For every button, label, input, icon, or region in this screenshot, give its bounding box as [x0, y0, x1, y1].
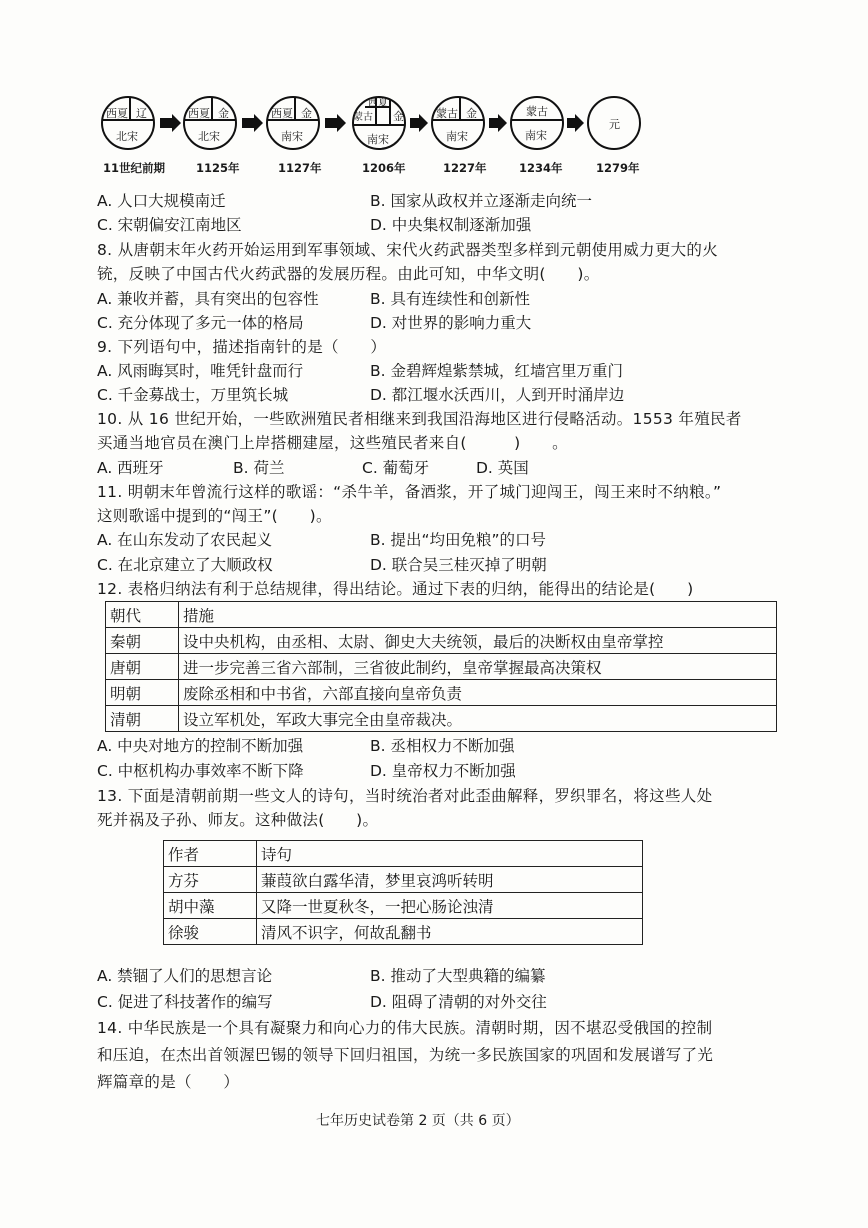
q12-option-a[interactable]: A. 中央对地方的控制不断加强 — [97, 737, 304, 755]
q14-stem-line-3: 辉篇章的是（ ） — [97, 1073, 240, 1091]
stage-6-bottom: 南宋 — [525, 129, 547, 142]
stage-2-date: 1125年 — [196, 161, 240, 175]
q10-option-a[interactable]: A. 西班牙 — [97, 459, 164, 477]
q11-stem-line-2: 这则歌谣中提到的“闯王”( )。 — [97, 507, 332, 525]
stage-1-top-right: 辽 — [136, 107, 147, 120]
q11-option-d[interactable]: D. 联合吴三桂灭掉了明朝 — [370, 556, 547, 574]
table-cell: 胡中藻 — [164, 893, 257, 919]
stage-2-top-right: 金 — [218, 107, 229, 120]
q11-option-c[interactable]: C. 在北京建立了大顺政权 — [97, 556, 273, 574]
stage-4-date: 1206年 — [362, 161, 406, 175]
stage-5-bottom: 南宋 — [446, 130, 468, 143]
q14-stem-line-2: 和压迫，在杰出首领渥巴锡的领导下回归祖国，为统一多民族国家的巩固和发展谱写了光 — [97, 1046, 714, 1064]
table-header-cell: 诗句 — [257, 841, 643, 867]
table-cell: 又降一世夏秋冬，一把心肠论浊清 — [257, 893, 643, 919]
table-cell: 秦朝 — [106, 628, 179, 654]
stage-6-date: 1234年 — [519, 161, 563, 175]
stage-2-top-left: 西夏 — [188, 107, 210, 120]
q8-stem-line-1: 8. 从唐朝末年火药开始运用到军事领域、宋代火药武器类型多样到元朝使用威力更大的火 — [97, 241, 719, 259]
stage-1-date: 11世纪前期 — [103, 161, 166, 175]
table-cell: 明朝 — [106, 680, 179, 706]
table-header-cell: 措施 — [179, 602, 777, 628]
table-cell: 进一步完善三省六部制，三省彼此制约，皇帝掌握最高决策权 — [179, 654, 777, 680]
q7-option-d[interactable]: D. 中央集权制逐渐加强 — [370, 216, 532, 234]
q8-option-d[interactable]: D. 对世界的影响力重大 — [370, 314, 532, 332]
q14-stem-line-1: 14. 中华民族是一个具有凝聚力和向心力的伟大民族。清朝时期，因不堪忍受俄国的控制 — [97, 1019, 713, 1037]
stage-7-center: 元 — [609, 118, 620, 131]
stage-4-bottom: 南宋 — [367, 133, 389, 146]
q10-option-c[interactable]: C. 葡萄牙 — [362, 459, 430, 477]
q7-option-c[interactable]: C. 宋朝偏安江南地区 — [97, 216, 242, 234]
stage-5-top-left: 蒙古 — [436, 107, 458, 120]
stage-4-top-left: 蒙古 — [353, 112, 373, 123]
q13-stem-line-2: 死并祸及子孙、师友。这种做法( )。 — [97, 811, 379, 829]
table-row — [106, 680, 777, 706]
q10-option-d[interactable]: D. 英国 — [476, 459, 529, 477]
table-cell: 清风不识字，何故乱翻书 — [257, 919, 643, 945]
q8-option-a[interactable]: A. 兼收并蓄，具有突出的包容性 — [97, 290, 319, 308]
stage-3-bottom: 南宋 — [281, 130, 303, 143]
stage-2-bottom: 北宋 — [198, 130, 220, 143]
table-cell: 废除丞相和中书省，六部直接向皇帝负责 — [179, 680, 777, 706]
table-row — [164, 919, 643, 945]
table-row — [106, 654, 777, 680]
q12-option-d[interactable]: D. 皇帝权力不断加强 — [370, 762, 516, 780]
table-row — [106, 706, 777, 732]
table-row — [106, 628, 777, 654]
table-row — [164, 893, 643, 919]
q10-option-b[interactable]: B. 荷兰 — [233, 459, 285, 477]
stage-1-bottom: 北宋 — [116, 130, 138, 143]
q8-option-b[interactable]: B. 具有连续性和创新性 — [370, 290, 530, 308]
stage-3-top-left: 西夏 — [271, 107, 293, 120]
q12-stem: 12. 表格归纳法有利于总结规律，得出结论。通过下表的归纳，能得出的结论是( ) — [97, 580, 694, 598]
table-cell: 徐骏 — [164, 919, 257, 945]
stage-3-top-right: 金 — [301, 107, 312, 120]
q11-stem-line-1: 11. 明朝末年曾流行这样的歌谣：“杀牛羊，备酒浆，开了城门迎闯王，闯王来时不纳粮。” — [97, 483, 722, 501]
q8-stem-line-2: 铳，反映了中国古代火药武器的发展历程。由此可知，中华文明( )。 — [97, 265, 600, 283]
table-header-row — [106, 602, 777, 628]
q13-stem-line-1: 13. 下面是清朝前期一些文人的诗句，当时统治者对此歪曲解释，罗织罪名，将这些人处 — [97, 787, 713, 805]
table-cell: 清朝 — [106, 706, 179, 732]
stage-5-date: 1227年 — [443, 161, 487, 175]
stage-3-date: 1127年 — [278, 161, 322, 175]
table-cell: 唐朝 — [106, 654, 179, 680]
table-header-cell: 朝代 — [106, 602, 179, 628]
stage-5-top-right: 金 — [466, 107, 477, 120]
q8-option-c[interactable]: C. 充分体现了多元一体的格局 — [97, 314, 304, 332]
stage-4-top-mid: 西夏 — [368, 98, 388, 109]
page-footer: 七年历史试卷第 2 页（共 6 页） — [316, 1113, 520, 1129]
q12-table — [105, 601, 777, 732]
table-header-cell: 作者 — [164, 841, 257, 867]
q12-option-c[interactable]: C. 中枢机构办事效率不断下降 — [97, 762, 304, 780]
table-cell: 蒹葭欲白露华清，梦里哀鸿听转明 — [257, 867, 643, 893]
q9-option-d[interactable]: D. 都江堰水沃西川，人到开时涌岸边 — [370, 386, 625, 404]
table-cell: 方芬 — [164, 867, 257, 893]
q13-option-a[interactable]: A. 禁锢了人们的思想言论 — [97, 967, 273, 985]
q11-option-a[interactable]: A. 在山东发动了农民起义 — [97, 531, 273, 549]
q13-option-d[interactable]: D. 阻碍了清朝的对外交往 — [370, 993, 547, 1011]
table-header-row — [164, 841, 643, 867]
table-row — [164, 867, 643, 893]
q12-option-b[interactable]: B. 丞相权力不断加强 — [370, 737, 515, 755]
q7-option-b[interactable]: B. 国家从政权并立逐渐走向统一 — [370, 192, 592, 210]
stage-1-top-left: 西夏 — [106, 107, 128, 120]
stage-7-date: 1279年 — [596, 161, 640, 175]
q13-table — [163, 840, 643, 945]
table-cell: 设立军机处，军政大事完全由皇帝裁决。 — [179, 706, 777, 732]
q10-stem-line-2: 买通当地官员在澳门上岸搭棚建屋，这些殖民者来自( ) 。 — [97, 434, 568, 452]
q9-option-b[interactable]: B. 金碧辉煌紫禁城，红墙宫里万重门 — [370, 362, 623, 380]
q9-option-c[interactable]: C. 千金募战士，万里筑长城 — [97, 386, 289, 404]
stage-6-top: 蒙古 — [526, 105, 548, 118]
q10-stem-line-1: 10. 从 16 世纪开始，一些欧洲殖民者相继来到我国沿海地区进行侵略活动。1553 年殖民者 — [97, 410, 742, 428]
table-cell: 设中央机构，由丞相、太尉、御史大夫统领，最后的决断权由皇帝掌控 — [179, 628, 777, 654]
q7-option-a[interactable]: A. 人口大规模南迁 — [97, 192, 226, 210]
q13-option-b[interactable]: B. 推动了大型典籍的编纂 — [370, 967, 546, 985]
q9-stem: 9. 下列语句中，描述指南针的是（ ） — [97, 338, 387, 356]
q11-option-b[interactable]: B. 提出“均田免粮”的口号 — [370, 531, 547, 549]
q9-option-a[interactable]: A. 风雨晦冥时，唯凭针盘而行 — [97, 362, 304, 380]
q13-option-c[interactable]: C. 促进了科技著作的编写 — [97, 993, 273, 1011]
stage-4-top-right: 金 — [393, 110, 404, 123]
